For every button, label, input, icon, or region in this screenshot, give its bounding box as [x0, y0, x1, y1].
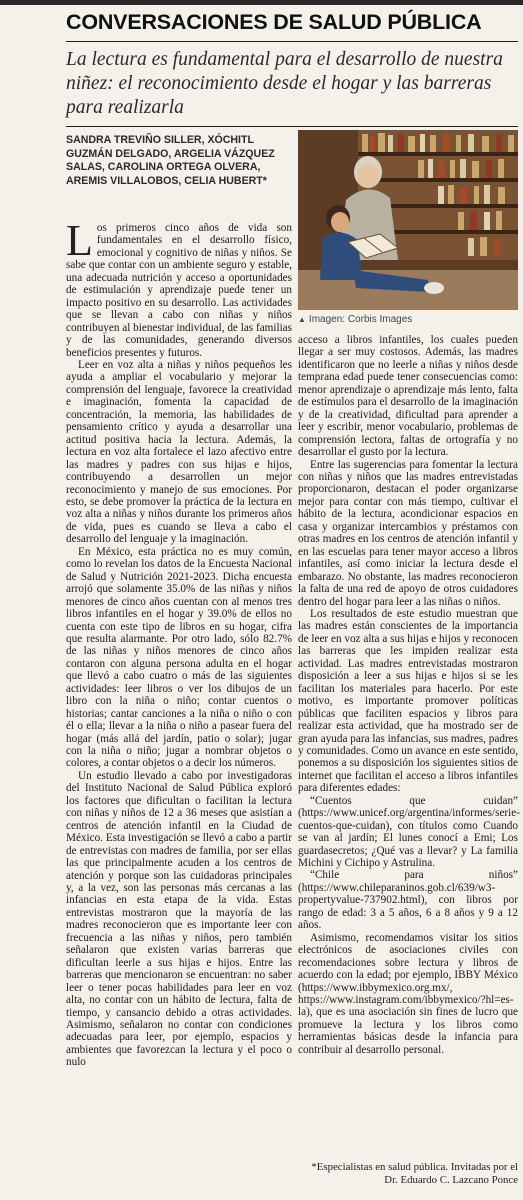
title-rule [66, 41, 518, 42]
paragraph: “Chile para niños” (https://www.chileparaninos.gob.cl/639/w3-propertyvalue-737902.html), con libros por rango de edad: 3 a 5 años, 6 a 8 años y 9 a 12 años. [298, 869, 518, 932]
paragraph: Asimismo, recomendamos visitar los sitios electrónicos de asociaciones civiles con recomendaciones sobre lectura y libros de acuerdo con la edad; por ejemplo, IBBY México (https://www.ibbymexico.org.mx/, https://www.instagram.com/ibbymexico/?hl=es-la), que es una asociación sin fines de lucro que promueve la lectura y los libros como herramientas básicas desde la infancia para contribuir al desarrollo personal. [298, 931, 518, 1056]
section-title: CONVERSACIONES DE SALUD PÚBLICA [66, 10, 482, 34]
article-photo [298, 130, 518, 310]
paragraph [66, 216, 292, 359]
triangle-icon: ▲ [298, 315, 306, 324]
paragraph: acceso a libros infantiles, los cuales pueden llegar a ser muy costosos. Además, las madres identificaron que no leerle a niñas y niños desde temprana edad puede tener consecuencias como: menor aprendizaje o aprendizaje más lento, falta de estímulos para el desarrollo de la imaginación y de la creatividad, dificultad para aprender a leer y escribir, menor vocabulario, problemas de comprensión lectora, faltas de ortografía y no desarrollar el gusto por la lectura. [298, 334, 518, 459]
article-column-right [298, 334, 518, 1056]
caption-text: Imagen: Corbis Images [308, 314, 413, 325]
author-byline: SANDRA TREVIÑO SILLER, XÓCHITL GUZMÁN DELGADO, ARGELIA VÁZQUEZ SALAS, CAROLINA ORTEGA OLVERA, AREMIS VILLALOBOS, CELIA HUBERT* [66, 134, 275, 187]
top-bar [0, 0, 523, 5]
paragraph: Los resultados de este estudio muestran que las madres están conscientes de la importancia de leer en voz alta a sus hijas e hijos y reconocen las barreras que les impiden realizar esta actividad. Las madres entrevistadas mostraron disposición a leer a sus hijas e hijos si se les facilitan los materiales para hacerlo. Por este motivo, es importante promover políticas públicas que faciliten espacios y libros para realizar esta actividad, que ha mostrado ser de gran ayuda para las infancias, sus madres, padres y comunidades. Como un avance en este sentido, ponemos a su disposición los siguientes sitios de internet que facilitan el acceso a libros infantiles para diferentes edades: [298, 607, 518, 795]
paragraph: En México, esta práctica no es muy común, como lo revelan los datos de la Encuesta Nacional de Salud y Nutrición 2021-2023. Dicha encuesta arrojó que solamente 35.0% de las niñas y niños menores de cinco años cuentan con al menos tres libros infantiles en el hogar y 39.0% de ellos no cuenta con este tipo de libros en su hogar, cifra que resulta alarmante. Por otro lado, sólo 82.7% de las niñas y niños menores de cinco años contaron con alguna persona adulta en el hogar que llevó a cabo cuatro o más de las siguientes actividades: leer libros o ver los dibujos de un libro con la niña o niño; contar cuentos o historias; cantar canciones a la niña o niño o con él o ella; llevar a la niña o niño a pasear fuera del hogar (más allá del jardín, patio o solar); jugar con la niña o niño; jugar a nombrar objetos o colores, a contar objetos o a decir los números. [66, 545, 292, 770]
author-footnote: *Especialistas en salud pública. Invitadas por el Dr. Eduardo C. Lazcano Ponce [311, 1161, 518, 1186]
paragraph-text: os primeros cinco años de vida son fundamentales en el desarrollo físico, emocional y cognitivo de niñas y niños. Se sabe que contar con un ambiente seguro y estable, una adecuada nutrición y acceso a oportunidades de estimulación y aprendizaje puede tener un impacto positivo en su desarrollo. Las actividades que se llevan a cabo con niñas y niños contribuyen al bienestar individual, de las familias y de las comunidades, generando diversos beneficios presentes y futuros. [66, 222, 292, 359]
article-headline: La lectura es fundamental para el desarrollo de nuestra niñez: el reconocimiento desde el hogar y las barreras para realizarla [66, 49, 503, 118]
paragraph: Leer en voz alta a niñas y niños pequeños les ayuda a ampliar el vocabulario y mejorar la comprensión del lenguaje, favorece la creatividad e imaginación, fomenta la capacidad de concentración, la memoria, las habilidades de pensamiento crítico y ayuda a desarrollar una actitud positiva hacia la lectura. Además, la lectura en voz alta fortalece el lazo afectivo entre las madres y padres con sus hijas e hijos, contribuyendo a desarrollen un mejor reconocimiento y manejo de sus emociones. Por esto, se debe promover la práctica de la lectura en voz alta a niñas y niños durante los primeros años de vida, pues es cuando se lleva a cabo el desarrollo del lenguaje y la imaginación. [66, 358, 292, 546]
paragraph: “Cuentos que cuidan” (https://www.unicef.org/argentina/informes/serie-cuentos-que-cuidan), con títulos como Cuando se van al jardín; El lunes conocí a Emi; Los guardasecretos; ¿Qué vas a llevar? y La familia Michini y Cichipo y Astrulina. [298, 794, 520, 870]
drop-cap: L [66, 216, 93, 265]
headline-rule [66, 126, 518, 127]
photo-caption [298, 314, 518, 325]
mother-child-reading-illustration [298, 130, 518, 310]
article-column-left [66, 216, 292, 1069]
paragraph: Entre las sugerencias para fomentar la lectura con niñas y niños que las madres entrevistadas proporcionaron, destacan el poder organizarse mejor para contar con más tiempo, cultivar el hábito de la lectura, acondicionar espacios en casa y organizar intercambios y préstamos con otras madres en los centros de atención infantil y en las escuelas para tener mayor acceso a libros infantiles, así como iniciar la lectura desde el embarazo. No obstante, las madres reconocieron la falta de una red de apoyo de otros cuidadores dentro del hogar para leer a las niñas o niños. [298, 458, 518, 608]
paragraph: Un estudio llevado a cabo por investigadoras del Instituto Nacional de Salud Pública exploró los factores que dificultan o facilitan la lectura con niñas y niños de 12 a 36 meses que asistían a centros de atención infantil en la Ciudad de México. Esta investigación se llevó a cabo a partir de entrevistas con madres de familia, por ser ellas las que principalmente acuden a los centros de atención y porque son las cuidadoras principales y, a la vez, son las personas más cercanas a las infancias en esta etapa de la vida. Estas entrevistas mostraron que la mayoría de las madres reconocieron que es importante leer con frecuencia a las niñas y niños, pero también señalaron que existen varias barreras que dificultan leerle a sus hijas e hijos. Entre las barreras que mencionaron se encuentran: no saber leer o tener pocas habilidades para leer en voz alta, no contar con un hábito de lectura, falta de tiempo, y cansancio debido a otras actividades. Asimismo, señalaron no contar con condiciones adecuadas para leer, por ejemplo, espacios y ambientes que favorezcan la lectura y el poco o nulo [66, 769, 292, 1069]
